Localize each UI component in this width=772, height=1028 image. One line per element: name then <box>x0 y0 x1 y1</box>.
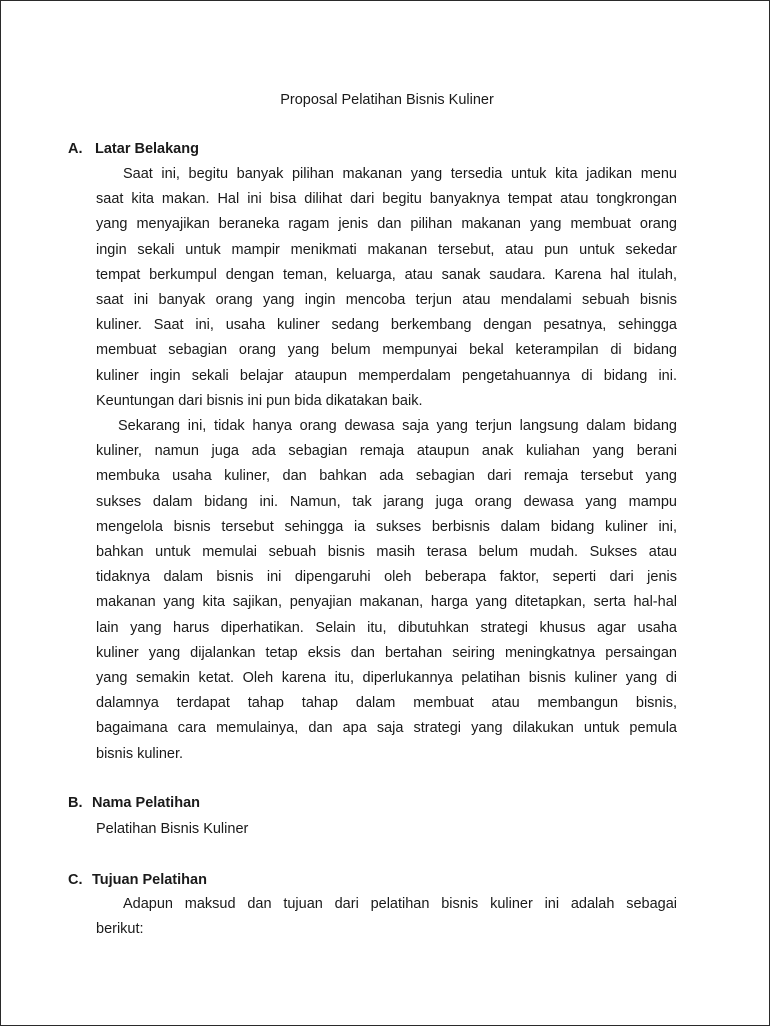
paragraph-line: Adapun maksud dan tujuan dari pelatihan bisnis kuliner ini adalah sebagai <box>123 896 677 912</box>
paragraph-line: Saat ini, begitu banyak pilihan makanan yang tersedia untuk kita jadikan menu <box>123 166 677 182</box>
paragraph-line: saat ini banyak orang yang ingin mencoba terjun atau mendalami sebuah bisnis <box>96 292 677 309</box>
paragraph-line: berikut: <box>96 921 144 938</box>
section-b-letter: B. <box>68 795 83 811</box>
paragraph-line: dalamnya terdapat tahap tahap dalam membuat atau membangun bisnis, <box>96 695 677 712</box>
paragraph-line: tempat berkumpul dengan teman, keluarga, atau sanak saudara. Karena hal itulah, <box>96 266 677 283</box>
paragraph-line: lain yang harus diperhatikan. Selain itu, dibutuhkan strategi khusus agar usaha <box>96 619 677 636</box>
section-a-heading <box>68 139 199 159</box>
paragraph-line: yang menyajikan beraneka ragam jenis dan pilihan makanan yang membuat orang <box>96 216 677 233</box>
paragraph-line: bagaimana cara memulainya, dan apa saja strategi yang dilakukan untuk pemula <box>96 720 677 737</box>
paragraph-line: sukses dalam bidang ini. Namun, tak jarang juga orang dewasa yang mampu <box>96 493 677 510</box>
section-b-title: Nama Pelatihan <box>92 795 200 811</box>
paragraph-line: kuliner. Saat ini, usaha kuliner sedang berkembang dengan pesatnya, sehingga <box>96 317 677 334</box>
section-a-letter: A. <box>68 141 83 157</box>
paragraph-line: saat kita makan. Hal ini bisa dilihat dari begitu banyaknya tempat atau tongkrongan <box>96 191 677 208</box>
paragraph-line: kuliner, namun juga ada sebagian remaja ataupun anak kuliahan yang berani <box>96 443 677 460</box>
paragraph-line: bahkan untuk memulai sebuah bisnis masih terasa belum mudah. Sukses atau <box>96 544 677 561</box>
paragraph-line: tidaknya dalam bisnis ini dipengaruhi oleh beberapa faktor, seperti dari jenis <box>96 569 677 586</box>
section-c-heading <box>68 870 207 890</box>
paragraph-line: yang semakin ketat. Oleh karena itu, diperlukannya pelatihan bisnis kuliner yang di <box>96 670 677 687</box>
section-a-paragraph-2 <box>96 414 677 767</box>
section-c-paragraph <box>96 892 677 942</box>
paragraph-line: Sekarang ini, tidak hanya orang dewasa saja yang terjun langsung dalam bidang <box>118 418 677 434</box>
paragraph-line: kuliner yang dijalankan tetap eksis dan bertahan seiring meningkatnya persaingan <box>96 644 677 661</box>
paragraph-line: kuliner ingin sekali belajar ataupun memperdalam pengetahuannya di bidang ini. <box>96 367 677 384</box>
section-c-letter: C. <box>68 872 83 888</box>
section-a-paragraph-1 <box>96 162 677 414</box>
paragraph-line: ingin sekali untuk mampir menikmati makanan tersebut, atau pun untuk sekedar <box>96 241 677 258</box>
paragraph-line: bisnis kuliner. <box>96 745 184 762</box>
paragraph-line: makanan yang kita sajikan, penyajian makanan, harga yang ditetapkan, serta hal-hal <box>96 594 677 611</box>
section-a-title: Latar Belakang <box>95 141 199 157</box>
section-b-text: Pelatihan Bisnis Kuliner <box>96 821 249 837</box>
paragraph-line: membuat sebagian orang yang belum mempunyai bekal keterampilan di bidang <box>96 342 677 359</box>
paragraph-line: Keuntungan dari bisnis ini pun bida dikatakan baik. <box>96 392 423 409</box>
paragraph-line: membuka usaha kuliner, dan bahkan ada sebagian dari remaja tersebut yang <box>96 468 677 485</box>
section-c-title: Tujuan Pelatihan <box>92 872 207 888</box>
document-title: Proposal Pelatihan Bisnis Kuliner <box>280 92 494 108</box>
section-b-heading <box>68 793 200 813</box>
paragraph-line: mengelola bisnis tersebut sehingga ia sukses berbisnis dalam bidang kuliner ini, <box>96 518 677 535</box>
